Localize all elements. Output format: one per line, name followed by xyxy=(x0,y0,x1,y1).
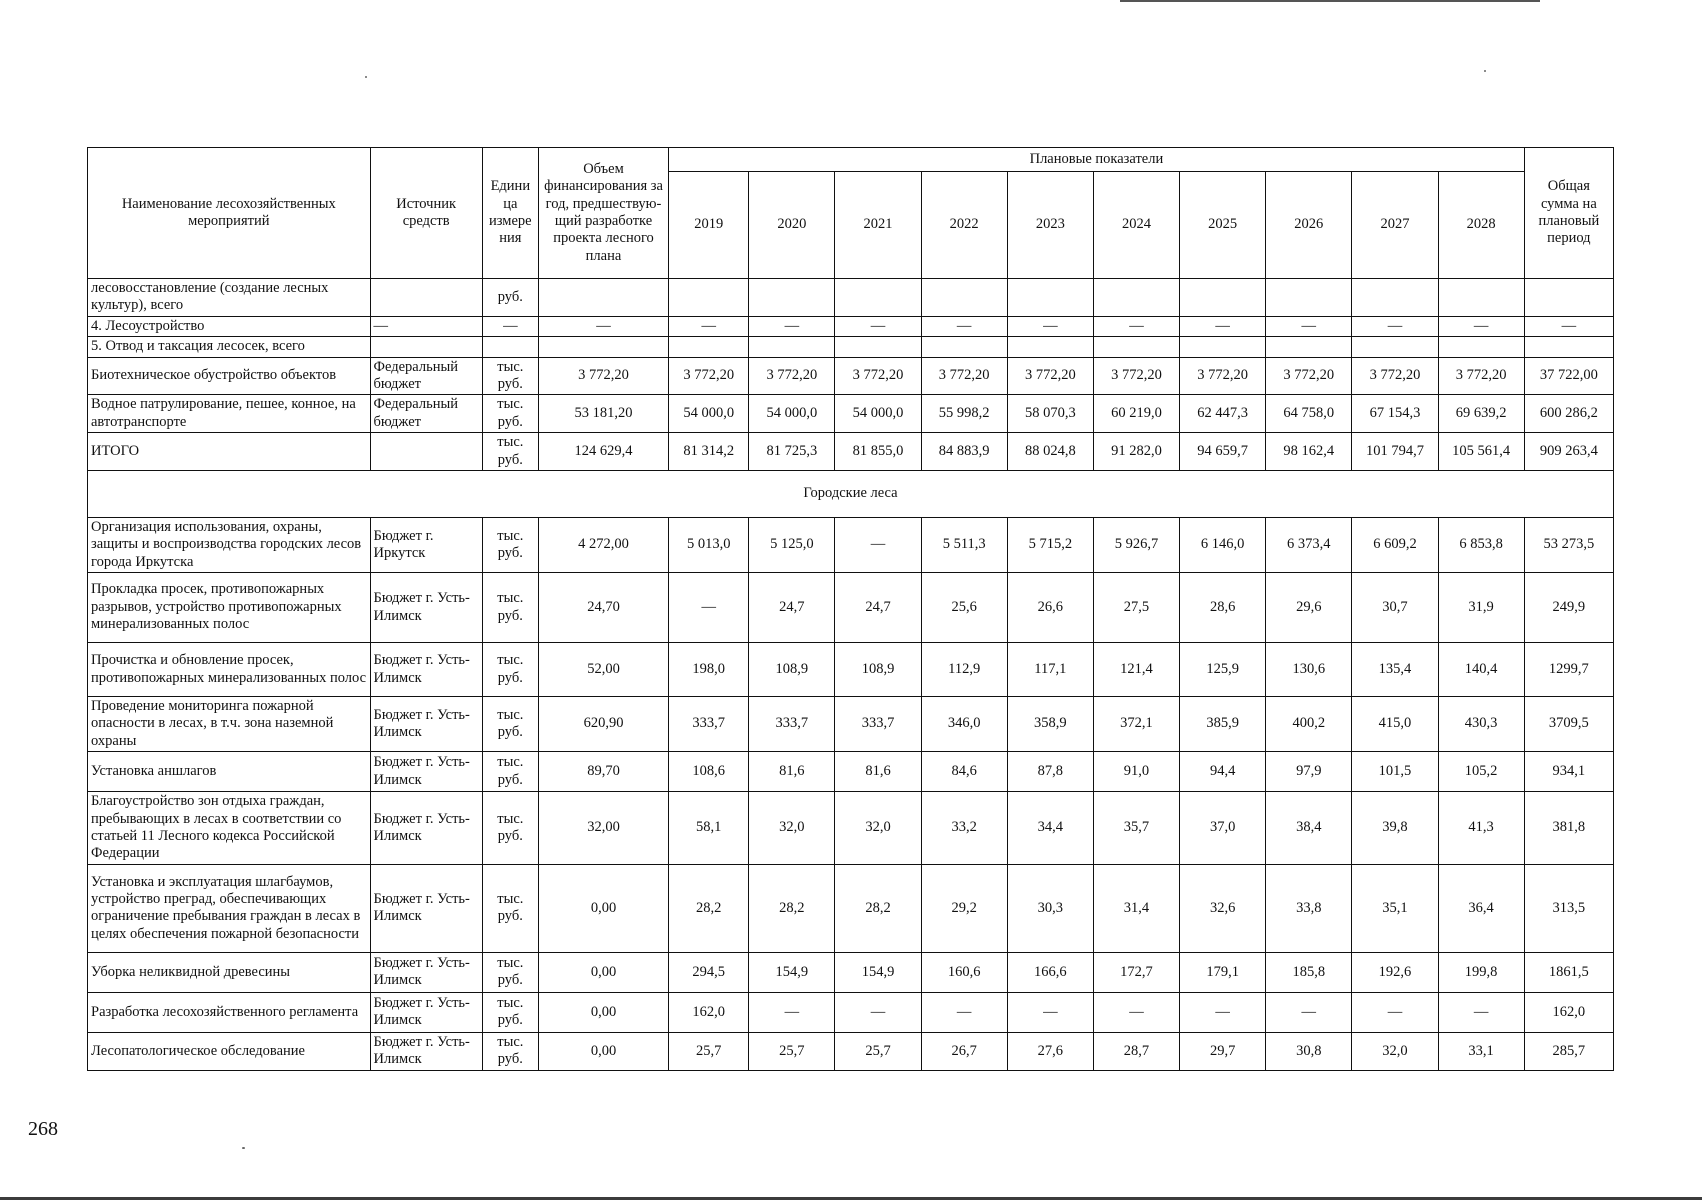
table-row xyxy=(88,952,1614,992)
year-value-cell: 94,4 xyxy=(1180,752,1266,792)
year-value-cell: 108,9 xyxy=(835,643,921,697)
year-value-cell: — xyxy=(669,316,749,336)
year-value-cell: 34,4 xyxy=(1007,792,1093,865)
prior-volume-cell: 4 272,00 xyxy=(538,517,668,572)
year-value-cell: — xyxy=(835,992,921,1032)
year-value-cell: 430,3 xyxy=(1438,697,1524,752)
year-value-cell: 179,1 xyxy=(1180,952,1266,992)
year-value-cell xyxy=(1007,337,1093,357)
funding-source-cell: Федеральный бюджет xyxy=(370,395,482,433)
total-cell xyxy=(1524,337,1613,357)
year-value-cell: 25,6 xyxy=(921,573,1007,643)
total-cell xyxy=(1524,279,1613,317)
year-value-cell: 38,4 xyxy=(1266,792,1352,865)
section-title: Городские леса xyxy=(88,470,1614,517)
header-unit: Едини ца измере ния xyxy=(482,148,538,279)
year-value-cell: 87,8 xyxy=(1007,752,1093,792)
year-value-cell: 108,6 xyxy=(669,752,749,792)
unit-cell: тыс. руб. xyxy=(482,792,538,865)
year-value-cell xyxy=(1180,279,1266,317)
year-value-cell: — xyxy=(1266,316,1352,336)
total-cell: 3709,5 xyxy=(1524,697,1613,752)
funding-source-cell: Бюджет г. Усть-Илимск xyxy=(370,1032,482,1070)
year-value-cell xyxy=(1093,337,1179,357)
year-value-cell: 81,6 xyxy=(749,752,835,792)
year-value-cell: 105 561,4 xyxy=(1438,433,1524,471)
scan-speck xyxy=(242,1147,245,1149)
table-row xyxy=(88,1032,1614,1070)
header-year: 2026 xyxy=(1266,172,1352,279)
year-value-cell: 98 162,4 xyxy=(1266,433,1352,471)
header-year: 2023 xyxy=(1007,172,1093,279)
year-value-cell: 25,7 xyxy=(835,1032,921,1070)
year-value-cell: — xyxy=(921,316,1007,336)
year-value-cell: 101,5 xyxy=(1352,752,1438,792)
forestry-plan-table xyxy=(87,147,1614,1071)
activity-name-cell: Уборка неликвидной древесины xyxy=(88,952,371,992)
year-value-cell: 358,9 xyxy=(1007,697,1093,752)
year-value-cell: 60 219,0 xyxy=(1093,395,1179,433)
total-cell: 37 722,00 xyxy=(1524,357,1613,395)
year-value-cell: 88 024,8 xyxy=(1007,433,1093,471)
table-body xyxy=(88,279,1614,1071)
scan-edge-line xyxy=(1120,0,1540,2)
table-row xyxy=(88,395,1614,433)
year-value-cell: — xyxy=(1438,992,1524,1032)
year-value-cell: 385,9 xyxy=(1180,697,1266,752)
prior-volume-cell xyxy=(538,337,668,357)
year-value-cell: 125,9 xyxy=(1180,643,1266,697)
funding-source-cell xyxy=(370,279,482,317)
activity-name-cell: Биотехническое обустройство объектов xyxy=(88,357,371,395)
table-row xyxy=(88,357,1614,395)
table-row xyxy=(88,517,1614,572)
year-value-cell: 3 772,20 xyxy=(921,357,1007,395)
year-value-cell: — xyxy=(1352,316,1438,336)
year-value-cell xyxy=(1352,279,1438,317)
year-value-cell: 400,2 xyxy=(1266,697,1352,752)
year-value-cell: 117,1 xyxy=(1007,643,1093,697)
prior-volume-cell: 53 181,20 xyxy=(538,395,668,433)
page-number: 268 xyxy=(28,1118,58,1140)
year-value-cell: 32,0 xyxy=(835,792,921,865)
year-value-cell: 3 772,20 xyxy=(749,357,835,395)
prior-volume-cell: — xyxy=(538,316,668,336)
year-value-cell: 35,7 xyxy=(1093,792,1179,865)
year-value-cell: 62 447,3 xyxy=(1180,395,1266,433)
table-row xyxy=(88,992,1614,1032)
year-value-cell: 160,6 xyxy=(921,952,1007,992)
year-value-cell: 30,3 xyxy=(1007,864,1093,952)
year-value-cell: 81 855,0 xyxy=(835,433,921,471)
year-value-cell: 3 772,20 xyxy=(1007,357,1093,395)
year-value-cell: 41,3 xyxy=(1438,792,1524,865)
year-value-cell: 154,9 xyxy=(835,952,921,992)
activity-name-cell: ИТОГО xyxy=(88,433,371,471)
year-value-cell: 32,6 xyxy=(1180,864,1266,952)
year-value-cell: 140,4 xyxy=(1438,643,1524,697)
year-value-cell: — xyxy=(1438,316,1524,336)
year-value-cell: 162,0 xyxy=(669,992,749,1032)
year-value-cell: 54 000,0 xyxy=(835,395,921,433)
funding-source-cell: Федеральный бюджет xyxy=(370,357,482,395)
prior-volume-cell: 3 772,20 xyxy=(538,357,668,395)
year-value-cell xyxy=(669,337,749,357)
unit-cell: тыс. руб. xyxy=(482,395,538,433)
total-cell: 1861,5 xyxy=(1524,952,1613,992)
header-name: Наименование лесохозяйственных мероприятий xyxy=(88,148,371,279)
activity-name-cell: Благоустройство зон отдыха граждан, пребывающих в лесах в соответствии со статьей 11 Лесного кодекса Российской Федерации xyxy=(88,792,371,865)
header-volume: Объем финансирования за год, предшествую-щий разработке проекта лесного плана xyxy=(538,148,668,279)
year-value-cell: 81 725,3 xyxy=(749,433,835,471)
year-value-cell: 91,0 xyxy=(1093,752,1179,792)
year-value-cell xyxy=(835,337,921,357)
table-row xyxy=(88,316,1614,336)
year-value-cell: 94 659,7 xyxy=(1180,433,1266,471)
prior-volume-cell: 0,00 xyxy=(538,952,668,992)
year-value-cell: 198,0 xyxy=(669,643,749,697)
year-value-cell xyxy=(1438,279,1524,317)
year-value-cell: 3 772,20 xyxy=(1438,357,1524,395)
activity-name-cell: Установка и эксплуатация шлагбаумов, устройство преград, обеспечивающих ограничение пребывания граждан в лесах в целях обеспечения пожарной безопасности xyxy=(88,864,371,952)
year-value-cell: 33,1 xyxy=(1438,1032,1524,1070)
total-cell: 162,0 xyxy=(1524,992,1613,1032)
header-year: 2025 xyxy=(1180,172,1266,279)
year-value-cell: 294,5 xyxy=(669,952,749,992)
table-row xyxy=(88,643,1614,697)
year-value-cell: 101 794,7 xyxy=(1352,433,1438,471)
table-row xyxy=(88,573,1614,643)
prior-volume-cell: 24,70 xyxy=(538,573,668,643)
year-value-cell: 415,0 xyxy=(1352,697,1438,752)
activity-name-cell: Лесопатологическое обследование xyxy=(88,1032,371,1070)
year-value-cell: 5 013,0 xyxy=(669,517,749,572)
year-value-cell: 30,7 xyxy=(1352,573,1438,643)
header-year: 2020 xyxy=(749,172,835,279)
unit-cell: тыс. руб. xyxy=(482,1032,538,1070)
header-planned: Плановые показатели xyxy=(669,148,1525,172)
prior-volume-cell: 32,00 xyxy=(538,792,668,865)
year-value-cell: 3 772,20 xyxy=(1093,357,1179,395)
total-cell: 600 286,2 xyxy=(1524,395,1613,433)
year-value-cell: 28,2 xyxy=(749,864,835,952)
unit-cell: тыс. руб. xyxy=(482,992,538,1032)
year-value-cell: 333,7 xyxy=(749,697,835,752)
year-value-cell: 121,4 xyxy=(1093,643,1179,697)
year-value-cell: — xyxy=(749,316,835,336)
total-cell: 249,9 xyxy=(1524,573,1613,643)
year-value-cell: 25,7 xyxy=(669,1032,749,1070)
year-value-cell: 26,7 xyxy=(921,1032,1007,1070)
year-value-cell: — xyxy=(1352,992,1438,1032)
year-value-cell: 84 883,9 xyxy=(921,433,1007,471)
funding-source-cell: — xyxy=(370,316,482,336)
year-value-cell xyxy=(1093,279,1179,317)
year-value-cell: 372,1 xyxy=(1093,697,1179,752)
year-value-cell: — xyxy=(1180,992,1266,1032)
year-value-cell: — xyxy=(1180,316,1266,336)
table-row xyxy=(88,752,1614,792)
year-value-cell: 31,4 xyxy=(1093,864,1179,952)
year-value-cell: — xyxy=(835,517,921,572)
total-cell: 53 273,5 xyxy=(1524,517,1613,572)
section-row xyxy=(88,470,1614,517)
prior-volume-cell: 0,00 xyxy=(538,1032,668,1070)
year-value-cell: 3 772,20 xyxy=(835,357,921,395)
header-year: 2022 xyxy=(921,172,1007,279)
year-value-cell: 105,2 xyxy=(1438,752,1524,792)
year-value-cell xyxy=(1438,337,1524,357)
activity-name-cell: 5. Отвод и таксация лесосек, всего xyxy=(88,337,371,357)
year-value-cell: 25,7 xyxy=(749,1032,835,1070)
year-value-cell: — xyxy=(669,573,749,643)
year-value-cell: 3 772,20 xyxy=(1180,357,1266,395)
total-cell: 285,7 xyxy=(1524,1032,1613,1070)
unit-cell: тыс. руб. xyxy=(482,573,538,643)
year-value-cell: 81,6 xyxy=(835,752,921,792)
year-value-cell: 333,7 xyxy=(669,697,749,752)
year-value-cell: 97,9 xyxy=(1266,752,1352,792)
year-value-cell: 91 282,0 xyxy=(1093,433,1179,471)
unit-cell: тыс. руб. xyxy=(482,697,538,752)
year-value-cell: 54 000,0 xyxy=(749,395,835,433)
year-value-cell: — xyxy=(1007,992,1093,1032)
year-value-cell: 27,5 xyxy=(1093,573,1179,643)
year-value-cell: — xyxy=(921,992,1007,1032)
table-row xyxy=(88,433,1614,471)
year-value-cell: 69 639,2 xyxy=(1438,395,1524,433)
year-value-cell: 172,7 xyxy=(1093,952,1179,992)
year-value-cell: — xyxy=(1093,992,1179,1032)
activity-name-cell: Проведение мониторинга пожарной опасности в лесах, в т.ч. зона наземной охраны xyxy=(88,697,371,752)
year-value-cell: 81 314,2 xyxy=(669,433,749,471)
year-value-cell: 32,0 xyxy=(749,792,835,865)
year-value-cell: — xyxy=(835,316,921,336)
year-value-cell: 5 926,7 xyxy=(1093,517,1179,572)
total-cell: — xyxy=(1524,316,1613,336)
funding-source-cell xyxy=(370,433,482,471)
prior-volume-cell: 620,90 xyxy=(538,697,668,752)
unit-cell: тыс. руб. xyxy=(482,433,538,471)
year-value-cell: 26,6 xyxy=(1007,573,1093,643)
year-value-cell: 33,2 xyxy=(921,792,1007,865)
year-value-cell xyxy=(1352,337,1438,357)
total-cell: 934,1 xyxy=(1524,752,1613,792)
year-value-cell: 185,8 xyxy=(1266,952,1352,992)
funding-source-cell xyxy=(370,337,482,357)
funding-source-cell: Бюджет г. Усть-Илимск xyxy=(370,992,482,1032)
year-value-cell: 5 125,0 xyxy=(749,517,835,572)
year-value-cell: 31,9 xyxy=(1438,573,1524,643)
prior-volume-cell xyxy=(538,279,668,317)
activity-name-cell: Прокладка просек, противопожарных разрывов, устройство противопожарных минерализованных полос xyxy=(88,573,371,643)
year-value-cell: 112,9 xyxy=(921,643,1007,697)
year-value-cell: 84,6 xyxy=(921,752,1007,792)
year-value-cell: 55 998,2 xyxy=(921,395,1007,433)
year-value-cell: 35,1 xyxy=(1352,864,1438,952)
year-value-cell: 3 772,20 xyxy=(1352,357,1438,395)
year-value-cell: 166,6 xyxy=(1007,952,1093,992)
year-value-cell: 64 758,0 xyxy=(1266,395,1352,433)
total-cell: 313,5 xyxy=(1524,864,1613,952)
table-row xyxy=(88,279,1614,317)
unit-cell: тыс. руб. xyxy=(482,752,538,792)
total-cell: 909 263,4 xyxy=(1524,433,1613,471)
unit-cell: тыс. руб. xyxy=(482,864,538,952)
total-cell: 1299,7 xyxy=(1524,643,1613,697)
prior-volume-cell: 124 629,4 xyxy=(538,433,668,471)
year-value-cell: 192,6 xyxy=(1352,952,1438,992)
funding-source-cell: Бюджет г. Усть-Илимск xyxy=(370,752,482,792)
scan-speck xyxy=(1484,70,1486,72)
year-value-cell: 54 000,0 xyxy=(669,395,749,433)
funding-source-cell: Бюджет г. Усть-Илимск xyxy=(370,864,482,952)
year-value-cell xyxy=(1266,337,1352,357)
header-source: Источник средств xyxy=(370,148,482,279)
header-year: 2024 xyxy=(1093,172,1179,279)
year-value-cell: 3 772,20 xyxy=(1266,357,1352,395)
activity-name-cell: Прочистка и обновление просек, противопожарных минерализованных полос xyxy=(88,643,371,697)
funding-source-cell: Бюджет г. Усть-Илимск xyxy=(370,573,482,643)
year-value-cell: 28,6 xyxy=(1180,573,1266,643)
year-value-cell: 6 609,2 xyxy=(1352,517,1438,572)
year-value-cell: 29,7 xyxy=(1180,1032,1266,1070)
year-value-cell: 28,7 xyxy=(1093,1032,1179,1070)
activity-name-cell: 4. Лесоустройство xyxy=(88,316,371,336)
year-value-cell: 29,2 xyxy=(921,864,1007,952)
year-value-cell: 3 772,20 xyxy=(669,357,749,395)
year-value-cell xyxy=(749,337,835,357)
year-value-cell xyxy=(835,279,921,317)
year-value-cell xyxy=(1007,279,1093,317)
year-value-cell xyxy=(921,279,1007,317)
unit-cell: — xyxy=(482,316,538,336)
year-value-cell: 135,4 xyxy=(1352,643,1438,697)
activity-name-cell: Организация использования, охраны, защиты и воспроизводства городских лесов города Иркутска xyxy=(88,517,371,572)
funding-source-cell: Бюджет г. Усть-Илимск xyxy=(370,952,482,992)
year-value-cell: 30,8 xyxy=(1266,1032,1352,1070)
year-value-cell: 28,2 xyxy=(669,864,749,952)
activity-name-cell: Разработка лесохозяйственного регламента xyxy=(88,992,371,1032)
prior-volume-cell: 52,00 xyxy=(538,643,668,697)
year-value-cell: 37,0 xyxy=(1180,792,1266,865)
year-value-cell xyxy=(669,279,749,317)
year-value-cell: 32,0 xyxy=(1352,1032,1438,1070)
year-value-cell: 27,6 xyxy=(1007,1032,1093,1070)
year-value-cell: 28,2 xyxy=(835,864,921,952)
header-year: 2021 xyxy=(835,172,921,279)
funding-source-cell: Бюджет г. Усть-Илимск xyxy=(370,643,482,697)
prior-volume-cell: 0,00 xyxy=(538,864,668,952)
activity-name-cell: Водное патрулирование, пешее, конное, на автотранспорте xyxy=(88,395,371,433)
year-value-cell: 6 853,8 xyxy=(1438,517,1524,572)
header-year: 2028 xyxy=(1438,172,1524,279)
unit-cell: руб. xyxy=(482,279,538,317)
total-cell: 381,8 xyxy=(1524,792,1613,865)
unit-cell: тыс. руб. xyxy=(482,517,538,572)
unit-cell: тыс. руб. xyxy=(482,357,538,395)
activity-name-cell: лесовосстановление (создание лесных культур), всего xyxy=(88,279,371,317)
table-header xyxy=(88,148,1614,279)
funding-source-cell: Бюджет г. Иркутск xyxy=(370,517,482,572)
year-value-cell: 154,9 xyxy=(749,952,835,992)
year-value-cell: 58 070,3 xyxy=(1007,395,1093,433)
year-value-cell: 58,1 xyxy=(669,792,749,865)
year-value-cell: — xyxy=(1093,316,1179,336)
table-row xyxy=(88,697,1614,752)
year-value-cell: — xyxy=(749,992,835,1032)
year-value-cell: 29,6 xyxy=(1266,573,1352,643)
year-value-cell: 130,6 xyxy=(1266,643,1352,697)
year-value-cell: — xyxy=(1007,316,1093,336)
activity-name-cell: Установка аншлагов xyxy=(88,752,371,792)
funding-source-cell: Бюджет г. Усть-Илимск xyxy=(370,697,482,752)
year-value-cell: 108,9 xyxy=(749,643,835,697)
scan-speck xyxy=(365,76,367,78)
year-value-cell xyxy=(749,279,835,317)
year-value-cell: 6 146,0 xyxy=(1180,517,1266,572)
unit-cell: тыс. руб. xyxy=(482,952,538,992)
year-value-cell xyxy=(1180,337,1266,357)
prior-volume-cell: 0,00 xyxy=(538,992,668,1032)
year-value-cell: 36,4 xyxy=(1438,864,1524,952)
year-value-cell: 6 373,4 xyxy=(1266,517,1352,572)
table-row xyxy=(88,792,1614,865)
year-value-cell: 39,8 xyxy=(1352,792,1438,865)
header-year: 2027 xyxy=(1352,172,1438,279)
year-value-cell: 24,7 xyxy=(835,573,921,643)
year-value-cell: 199,8 xyxy=(1438,952,1524,992)
year-value-cell: — xyxy=(1266,992,1352,1032)
unit-cell xyxy=(482,337,538,357)
table-row xyxy=(88,337,1614,357)
year-value-cell: 5 511,3 xyxy=(921,517,1007,572)
header-total: Общая сумма на плановый период xyxy=(1524,148,1613,279)
unit-cell: тыс. руб. xyxy=(482,643,538,697)
prior-volume-cell: 89,70 xyxy=(538,752,668,792)
year-value-cell: 333,7 xyxy=(835,697,921,752)
year-value-cell: 346,0 xyxy=(921,697,1007,752)
year-value-cell xyxy=(921,337,1007,357)
year-value-cell xyxy=(1266,279,1352,317)
table-row xyxy=(88,864,1614,952)
year-value-cell: 24,7 xyxy=(749,573,835,643)
year-value-cell: 5 715,2 xyxy=(1007,517,1093,572)
year-value-cell: 67 154,3 xyxy=(1352,395,1438,433)
funding-source-cell: Бюджет г. Усть-Илимск xyxy=(370,792,482,865)
year-value-cell: 33,8 xyxy=(1266,864,1352,952)
header-year: 2019 xyxy=(669,172,749,279)
